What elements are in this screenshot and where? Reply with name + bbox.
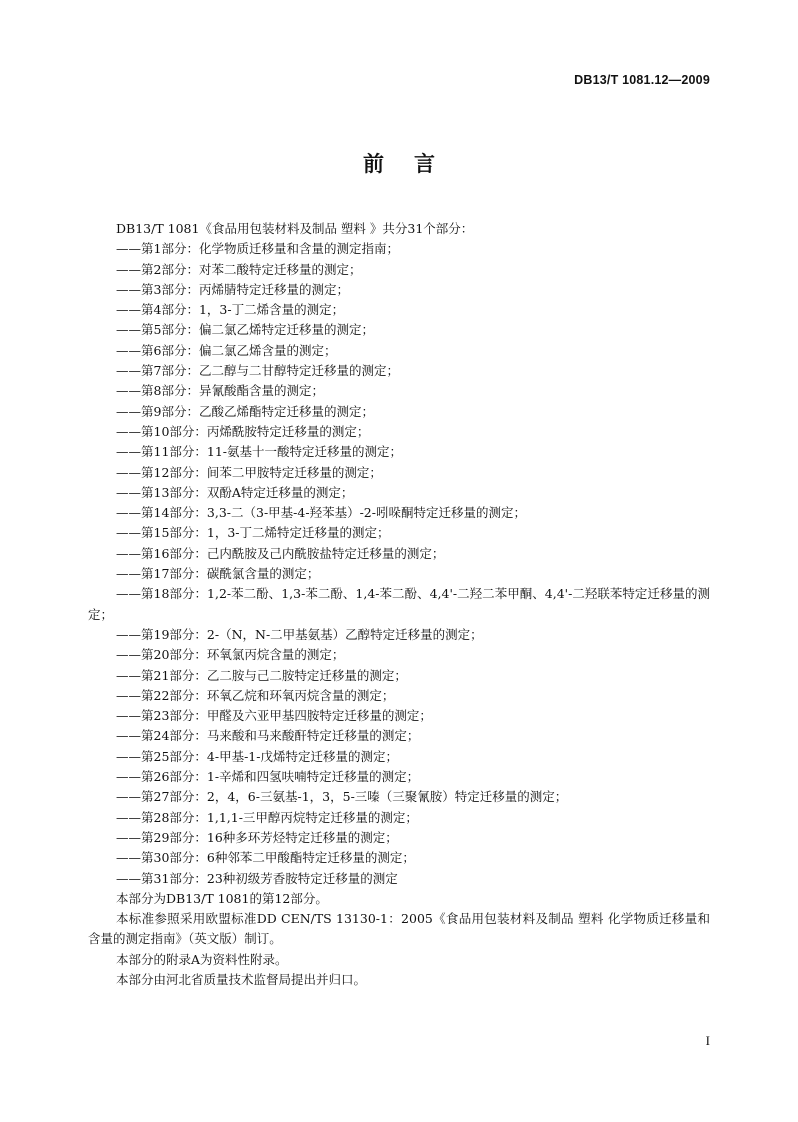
part-item: ——第4部分：1，3-丁二烯含量的测定； bbox=[116, 302, 345, 318]
part-item: ——第13部分：双酚A特定迁移量的测定； bbox=[116, 484, 354, 500]
part-item: ——第19部分：2-（N，N-二甲基氨基）乙醇特定迁移量的测定； bbox=[116, 626, 483, 642]
closing-paragraph: 本部分由河北省质量技术监督局提出并归口。 bbox=[116, 971, 367, 987]
part-item: ——第3部分：丙烯腈特定迁移量的测定； bbox=[116, 281, 349, 297]
closing-paragraph: 本标准参照采用欧盟标准DD CEN/TS 13130-1：2005《食品用包装材料及制品 塑料 化学物质迁移量和含量的测定指南》（英文版）制订。 bbox=[88, 911, 710, 947]
part-item: ——第14部分：3,3-二（3-甲基-4-羟苯基）-2-吲哚酮特定迁移量的测定； bbox=[116, 505, 526, 521]
part-item: ——第27部分：2，4，6-三氨基-1，3，5-三嗪（三聚氰胺）特定迁移量的测定； bbox=[116, 789, 568, 805]
part-item: ——第1部分：化学物质迁移量和含量的测定指南； bbox=[116, 241, 399, 257]
document-body bbox=[88, 219, 710, 990]
part-item: ——第24部分：马来酸和马来酸酐特定迁移量的测定； bbox=[116, 728, 420, 744]
part-item: ——第6部分：偏二氯乙烯含量的测定； bbox=[116, 342, 337, 358]
part-item: ——第23部分：甲醛及六亚甲基四胺特定迁移量的测定； bbox=[116, 708, 432, 724]
part-item: ——第28部分：1,1,1-三甲醇丙烷特定迁移量的测定； bbox=[116, 809, 418, 825]
part-item: ——第9部分：乙酸乙烯酯特定迁移量的测定； bbox=[116, 403, 374, 419]
part-item: ——第21部分：乙二胺与己二胺特定迁移量的测定； bbox=[116, 667, 407, 683]
part-item: ——第8部分：异氰酸酯含量的测定； bbox=[116, 383, 324, 399]
closing-paragraph: 本部分为DB13/T 1081的第12部分。 bbox=[116, 890, 328, 906]
part-item: ——第11部分：11-氨基十一酸特定迁移量的测定； bbox=[116, 444, 403, 460]
part-item: ——第10部分：丙烯酰胺特定迁移量的测定； bbox=[116, 423, 370, 439]
part-item: ——第12部分：间苯二甲胺特定迁移量的测定； bbox=[116, 464, 382, 480]
page-title: 前言 bbox=[363, 152, 465, 176]
part-item: ——第16部分：己内酰胺及己内酰胺盐特定迁移量的测定； bbox=[116, 545, 445, 561]
page-number: I bbox=[705, 1033, 710, 1048]
part-item: ——第7部分：乙二醇与二甘醇特定迁移量的测定； bbox=[116, 363, 399, 379]
part-item: ——第18部分：1,2-苯二酚、1,3-苯二酚、1,4-苯二酚、4,4'-二羟二苯甲酮、4,4'-二羟联苯特定迁移量的测定； bbox=[88, 586, 710, 622]
part-item: ——第22部分：环氧乙烷和环氧丙烷含量的测定； bbox=[116, 687, 395, 703]
part-item: ——第30部分：6种邻苯二甲酸酯特定迁移量的测定； bbox=[116, 850, 415, 866]
intro-paragraph: DB13/T 1081《食品用包装材料及制品 塑料 》共分31个部分： bbox=[116, 221, 474, 236]
part-item: ——第25部分：4-甲基-1-戊烯特定迁移量的测定； bbox=[116, 748, 398, 764]
part-item: ——第2部分：对苯二酸特定迁移量的测定； bbox=[116, 261, 362, 277]
part-item: ——第20部分：环氧氯丙烷含量的测定； bbox=[116, 647, 345, 663]
part-item: ——第5部分：偏二氯乙烯特定迁移量的测定； bbox=[116, 322, 374, 338]
part-item: ——第29部分：16种多环芳烃特定迁移量的测定； bbox=[116, 829, 398, 845]
part-item: ——第15部分：1，3-丁二烯特定迁移量的测定； bbox=[116, 525, 390, 541]
part-item: ——第26部分：1-辛烯和四氢呋喃特定迁移量的测定； bbox=[116, 769, 420, 785]
document-code: DB13/T 1081.12—2009 bbox=[574, 73, 710, 87]
closing-paragraph: 本部分的附录A为资料性附录。 bbox=[116, 951, 288, 967]
part-item: ——第17部分：碳酰氯含量的测定； bbox=[116, 566, 320, 582]
part-item: ——第31部分：23种初级芳香胺特定迁移量的测定 bbox=[116, 870, 398, 886]
